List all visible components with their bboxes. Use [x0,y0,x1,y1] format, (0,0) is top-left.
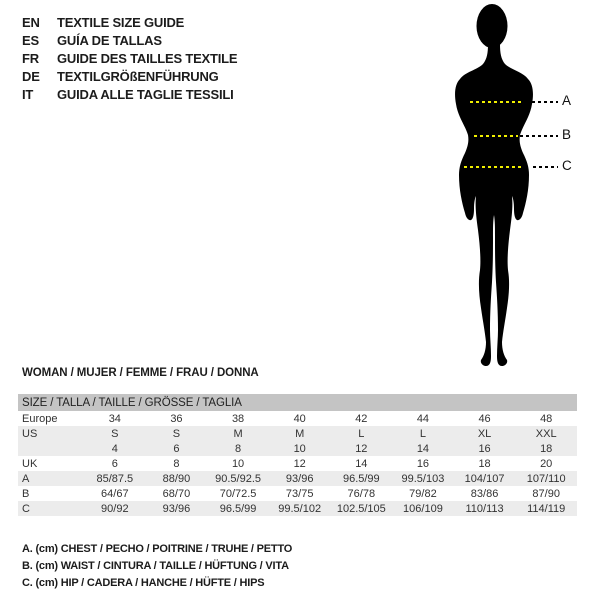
size-cell: L [358,427,365,440]
size-cell: 96.5/99 [342,472,380,485]
size-cell: 34 [108,412,121,425]
size-cell: 88/90 [162,472,191,485]
size-cell: 110/113 [465,502,504,515]
size-cell: 114/119 [527,502,566,515]
row-label: US [22,427,38,440]
size-cell: 42 [355,412,368,425]
size-table-body [18,411,577,516]
size-cell: 16 [478,442,491,455]
language-code: IT [22,87,34,102]
size-cell: XXL [535,427,557,440]
size-cell: 96.5/99 [219,502,257,515]
legend-line: A. (cm) CHEST / PECHO / POITRINE / TRUHE / PETTO [22,543,293,555]
size-cell: S [172,427,181,440]
marker-label-chest: A [562,93,572,108]
table-row [18,456,577,471]
size-cell: 106/109 [403,502,443,515]
marker-label-hip: C [562,158,572,173]
size-cell: 18 [540,442,553,455]
size-cell: 14 [355,457,368,470]
table-row [18,441,577,456]
size-cell: 4 [111,442,118,455]
legend-line: C. (cm) HIP / CADERA / HANCHE / HÜFTE / HIPS [22,577,265,589]
marker-label-waist: B [562,127,572,142]
size-cell: 90.5/92.5 [215,472,261,485]
table-row [18,501,577,516]
language-code: FR [22,51,39,66]
size-cell: 70/72.5 [219,487,257,500]
language-title: TEXTILGRÖßENFÜHRUNG [57,69,219,84]
woman-silhouette-figure [450,2,590,374]
size-cell: 38 [231,412,245,425]
row-label: C [22,502,30,515]
language-row [22,32,237,50]
table-row [18,471,577,486]
legend-line: B. (cm) WAIST / CINTURA / TAILLE / HÜFTUNG / VITA [22,560,289,572]
size-cell: M [233,427,243,440]
size-cell: 18 [478,457,491,470]
size-cell: 64/67 [101,487,129,500]
size-cell: 10 [293,442,306,455]
size-cell: 87/90 [532,487,560,500]
size-cell: 73/75 [285,487,314,500]
table-row [18,486,577,501]
size-cell: 44 [416,412,430,425]
language-code: ES [22,33,39,48]
size-cell: 10 [231,457,245,470]
size-cell: 102.5/105 [336,502,386,515]
size-cell: 12 [355,442,368,455]
size-cell: L [419,427,426,440]
size-cell: 107/110 [526,472,566,485]
language-row [22,86,237,104]
language-title: GUÍA DE TALLAS [57,33,162,48]
size-cell: 20 [540,457,553,470]
woman-silhouette [455,4,533,366]
size-cell: 85/87.5 [96,472,134,485]
size-cell: 36 [170,412,183,425]
size-cell: 8 [235,442,242,455]
language-title-list [22,14,237,104]
size-cell: S [111,427,119,440]
size-cell: 12 [293,457,306,470]
gender-heading: WOMAN / MUJER / FEMME / FRAU / DONNA [22,367,259,379]
size-cell: 90/92 [101,502,129,515]
language-title: GUIDE DES TAILLES TEXTILE [57,51,238,66]
language-code: EN [22,15,40,30]
size-cell: 6 [111,457,118,470]
measurement-legend [22,541,292,592]
size-cell: M [295,427,305,440]
size-cell: 8 [173,457,180,470]
size-cell: 104/107 [464,472,505,485]
row-label: A [22,472,30,485]
language-row [22,50,237,68]
size-cell: 46 [478,412,491,425]
size-cell: 99.5/102 [278,502,322,515]
size-cell: 16 [416,457,430,470]
row-label: UK [22,457,38,470]
size-cell: 93/96 [162,502,191,515]
size-cell: XL [477,427,492,440]
size-cell: 14 [416,442,430,455]
size-table [18,394,577,516]
row-label: B [22,487,30,500]
size-cell: 48 [540,412,553,425]
size-cell: 99.5/103 [401,472,445,485]
size-cell: 83/86 [470,487,499,500]
size-cell: 68/70 [162,487,191,500]
size-cell: 40 [293,412,306,425]
size-table-header: SIZE / TALLA / TAILLE / GRÖSSE / TAGLIA [18,394,577,411]
table-row [18,411,577,426]
size-cell: 93/96 [285,472,314,485]
language-row [22,14,237,32]
language-row [22,68,237,86]
size-cell: 76/78 [347,487,376,500]
row-label: Europe [22,412,58,425]
language-title: TEXTILE SIZE GUIDE [57,15,185,30]
table-row [18,426,577,441]
language-title: GUIDA ALLE TAGLIE TESSILI [57,87,234,102]
size-cell: 6 [173,442,180,455]
size-cell: 79/82 [409,487,437,500]
language-code: DE [22,69,40,84]
